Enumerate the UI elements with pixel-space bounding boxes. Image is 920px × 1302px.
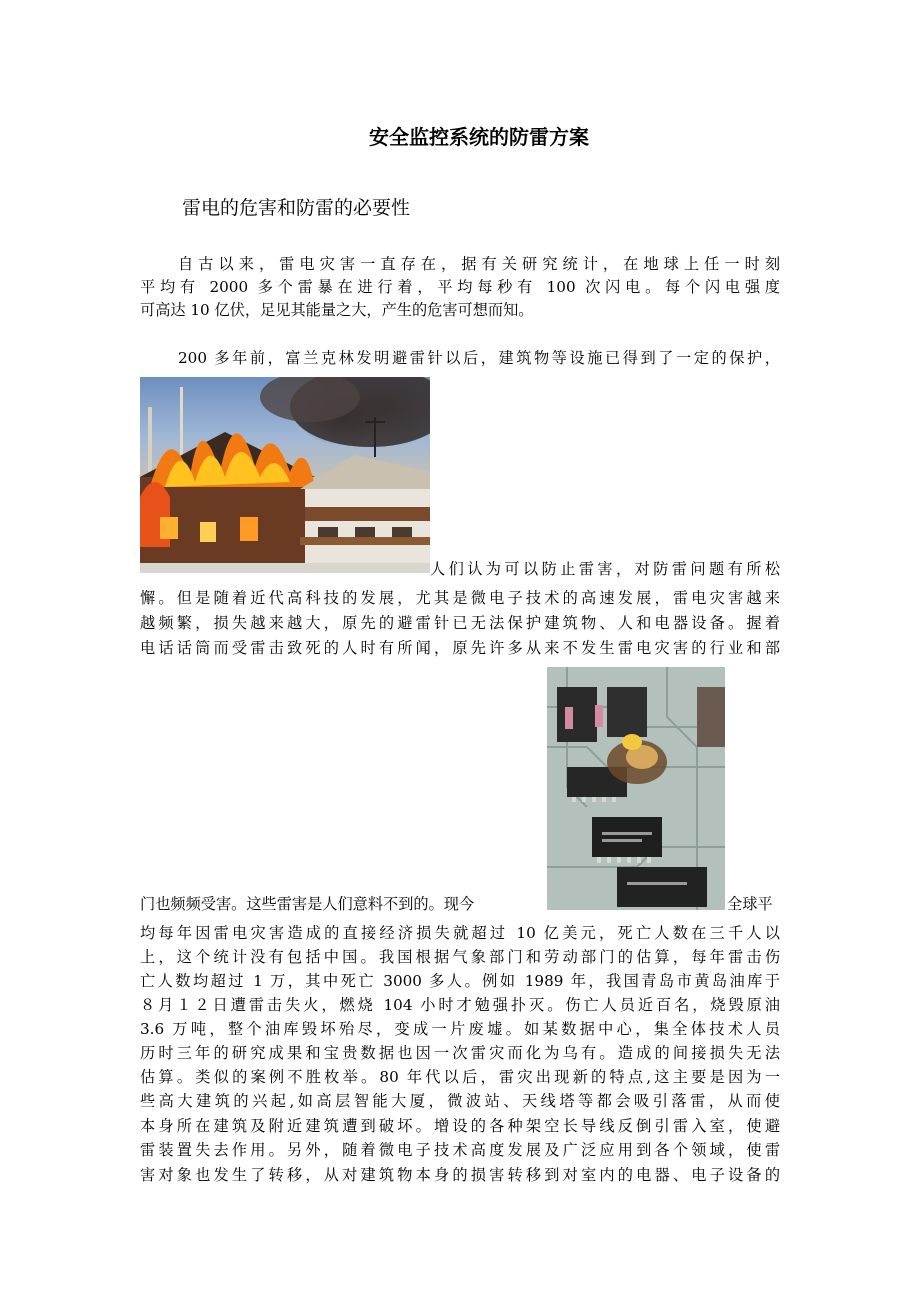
paragraph-line: 历时三年的研究成果和宝贵数据也因一次雷灾而化为乌有。造成的间接损失无法 (140, 1044, 780, 1062)
paragraph-line: 3.6 万吨，整个油库毁坏殆尽，变成一片废墟。如某数据中心，集全体技术人员 (140, 1020, 780, 1038)
paragraph-line: 亡人数均超过 1 万，其中死亡 3000 多人。例如 1989 年，我国青岛市黄岛油库于 (140, 972, 780, 990)
paragraph-line: 雷装置失去作用。另外，随着微电子技术高度发展及广泛应用到各个领域，使雷 (140, 1141, 780, 1159)
damaged-circuit-board-photo (547, 667, 725, 910)
burning-house-photo (140, 377, 430, 573)
paragraph-line: 可高达 10 亿伏，足见其能量之大，产生的危害可想而知。 (140, 301, 534, 319)
paragraph-line: 上，这个统计没有包括中国。我国根据气象部门和劳动部门的估算，每年雷击伤 (140, 948, 780, 966)
paragraph-line: 全球平 (727, 895, 773, 913)
paragraph-line: 懈。但是随着近代高科技的发展，尤其是微电子技术的高速发展，雷电灾害越来 (140, 589, 780, 607)
paragraph-line: 越频繁，损失越来越大，原先的避雷针已无法保护建筑物、人和电器设备。握着 (140, 614, 780, 632)
document-title: 安全监控系统的防雷方案 (369, 125, 589, 149)
paragraph-line: 均每年因雷电灾害造成的直接经济损失就超过 10 亿美元，死亡人数在三千人以 (140, 924, 780, 942)
paragraph-line: 200 多年前，富兰克林发明避雷针以后，建筑物等设施已得到了一定的保护， (178, 349, 780, 367)
paragraph-line: 电话话筒而受雷击致死的人时有所闻，原先许多从来不发生雷电灾害的行业和部 (140, 639, 780, 657)
paragraph-line: 估算。类似的案例不胜枚举。80 年代以后，雷灾出现新的特点,这主要是因为一 (140, 1068, 780, 1086)
section-heading: 雷电的危害和防雷的必要性 (182, 197, 411, 219)
paragraph-line: 平均有 2000 多个雷暴在进行着，平均每秒有 100 次闪电。每个闪电强度 (140, 278, 780, 296)
paragraph-line: 害对象也发生了转移，从对建筑物本身的损害转移到对室内的电器、电子设备的 (140, 1166, 780, 1184)
paragraph-line: 人们认为可以防止雷害，对防雷问题有所松 (430, 560, 780, 578)
paragraph-line: 门也频频受害。这些雷害是人们意料不到的。现今 (140, 895, 475, 913)
paragraph-line: 本身所在建筑及附近建筑遭到破坏。增设的各种架空长导线反倒引雷入室，使避 (140, 1117, 780, 1135)
paragraph-line: ８月１２日遭雷击失火，燃烧 104 小时才勉强扑灭。伤亡人员近百名，烧毁原油 (140, 996, 780, 1014)
paragraph-line: 自古以来，雷电灾害一直存在，据有关研究统计，在地球上任一时刻 (178, 255, 780, 273)
paragraph-line: 些高大建筑的兴起,如高层智能大厦，微波站、天线塔等都会吸引落雷，从而使 (140, 1092, 780, 1110)
